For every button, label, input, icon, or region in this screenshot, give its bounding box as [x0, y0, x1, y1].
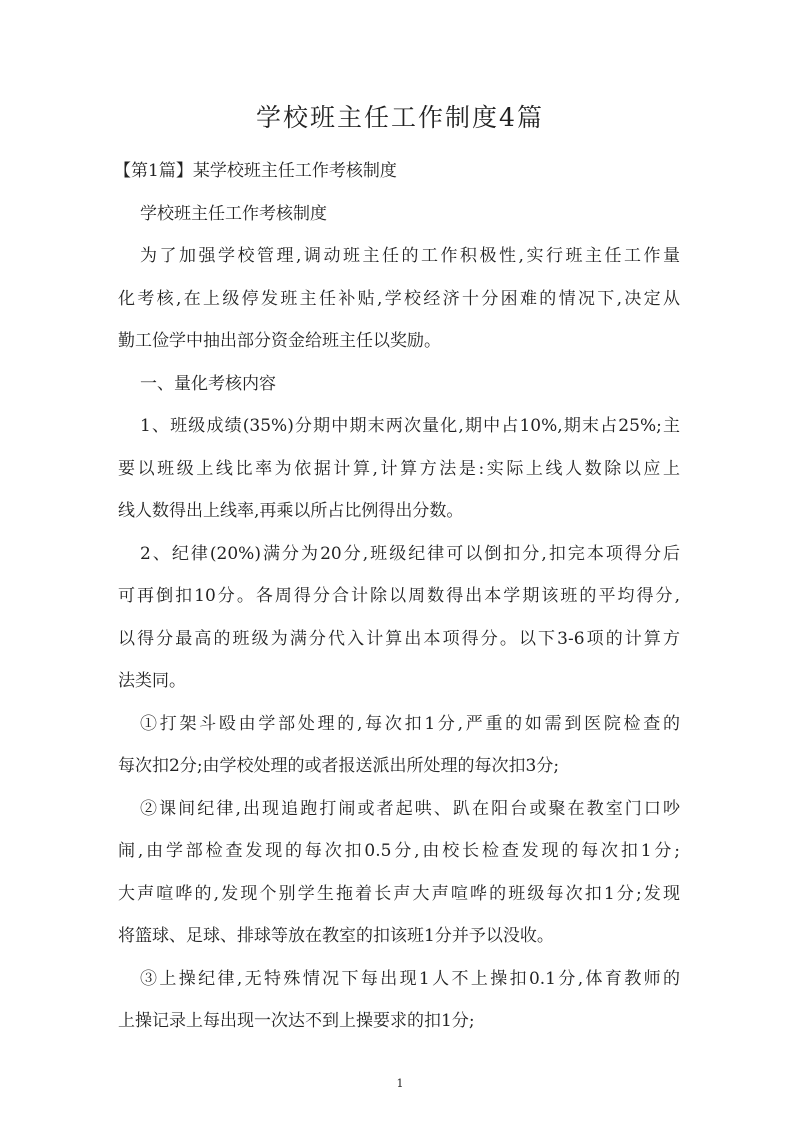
- paragraph-line: 要以班级上线比率为依据计算,计算方法是:实际上线人数除以应上: [118, 458, 680, 479]
- paragraph-line: 学校班主任工作考核制度: [140, 203, 327, 224]
- paragraph-line: 可再倒扣10分。各周得分合计除以周数得出本学期该班的平均得分,: [118, 586, 680, 606]
- paragraph-line: 以得分最高的班级为满分代入计算出本项得分。以下3-6项的计算方: [118, 628, 680, 649]
- paragraph-line: 每次扣2分;由学校处理的或者报送派出所处理的每次扣3分;: [118, 756, 560, 776]
- paragraph-line: 勤工俭学中抽出部分资金给班主任以奖励。: [118, 331, 441, 351]
- document-title: 学校班主任工作制度4篇: [256, 103, 544, 132]
- section-heading: 【第1篇】某学校班主任工作考核制度: [114, 161, 397, 181]
- paragraph-line: 法类同。: [118, 671, 186, 691]
- paragraph-line: 一、量化考核内容: [140, 373, 276, 394]
- paragraph-line: ②课间纪律,出现追跑打闹或者起哄、趴在阳台或聚在教室门口吵: [140, 798, 680, 819]
- paragraph-line: 闹,由学部检查发现的每次扣0.5分,由校长检查发现的每次扣1分;: [118, 841, 680, 861]
- paragraph-line: 为了加强学校管理,调动班主任的工作积极性,实行班主任工作量: [140, 246, 680, 266]
- paragraph-line: ③上操纪律,无特殊情况下每出现1人不上操扣0.1分,体育教师的: [140, 968, 680, 989]
- paragraph-line: 线人数得出上线率,再乘以所占比例得出分数。: [118, 501, 464, 521]
- document-body: [114, 150, 680, 1043]
- paragraph-line: 大声喧哗的,发现个别学生拖着长声大声喧哗的班级每次扣1分;发现: [118, 883, 680, 904]
- paragraph-line: 1、班级成绩(35%)分期中期末两次量化,期中占10%,期末占25%;主: [140, 416, 680, 436]
- paragraph-line: 化考核,在上级停发班主任补贴,学校经济十分困难的情况下,决定从: [118, 288, 680, 309]
- paragraph-line: 2、纪律(20%)满分为20分,班级纪律可以倒扣分,扣完本项得分后: [140, 543, 680, 564]
- paragraph-line: 上操记录上每出现一次达不到上操要求的扣1分;: [118, 1011, 475, 1031]
- paragraph-line: ①打架斗殴由学部处理的,每次扣1分,严重的如需到医院检查的: [140, 713, 680, 734]
- page-number: 1: [396, 1077, 404, 1090]
- paragraph-line: 将篮球、足球、排球等放在教室的扣该班1分并予以没收。: [118, 926, 554, 946]
